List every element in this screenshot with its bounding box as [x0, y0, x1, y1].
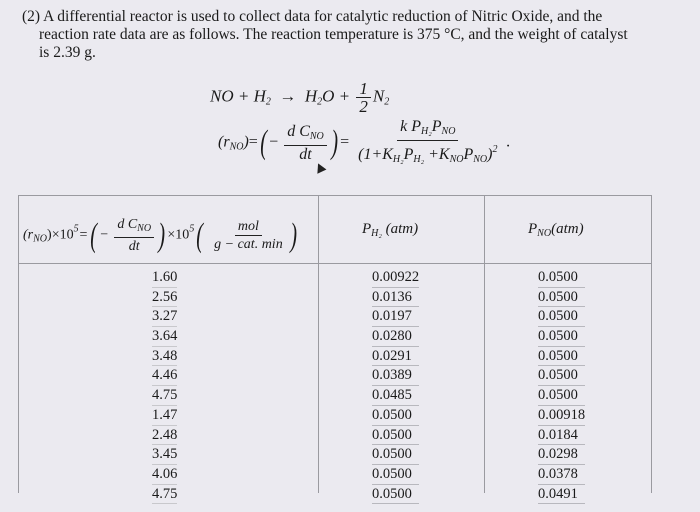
column-p-no: [538, 268, 585, 504]
table-cell: 1.47: [152, 406, 177, 426]
data-table: [18, 195, 652, 502]
table-cell: 4.06: [152, 465, 177, 485]
table-cell: 3.48: [152, 347, 177, 367]
table-cell: 0.0500: [372, 406, 419, 426]
reaction-equation: NO + $H_2 \to H_2O$ + $\frac{1}{2}$ $N_2$: [210, 79, 390, 116]
problem-line-1: (2) A differential reactor is used to collect data for catalytic reduction of Nitric Oxide, and the: [22, 8, 603, 25]
table-cell: 4.46: [152, 366, 177, 386]
column-rate: [152, 268, 177, 504]
table-cell: 0.0500: [372, 485, 419, 505]
table-cell: 0.0280: [372, 327, 419, 347]
table-cell: 3.27: [152, 307, 177, 327]
table-cell: 3.64: [152, 327, 177, 347]
rate-dc-dt: $\frac{d C_{NO}}{dt}$: [284, 123, 327, 163]
table-cell: 0.00922: [372, 268, 419, 288]
column-divider: [484, 196, 485, 493]
half-fraction: $\frac{1}{2}$: [356, 80, 371, 115]
table-cell: 0.0485: [372, 386, 419, 406]
table-cell: 0.0500: [372, 426, 419, 446]
table-cell: 0.0378: [538, 465, 585, 485]
rate-law-fraction: $\frac{k P_{H_2}P_{NO}}{(1+K_{H_2}P_{H_2} +K_{NO}P_{NO})^2}$: [358, 118, 498, 165]
table-cell: 0.0197: [372, 307, 419, 327]
table-cell: 0.0500: [538, 268, 585, 288]
table-cell: 0.0500: [538, 307, 585, 327]
table-cell: 0.0298: [538, 445, 585, 465]
header-p-no: $P_{NO}(atm)$: [528, 221, 584, 239]
table-cell: 0.0500: [538, 366, 585, 386]
rate-equation: $(r_{NO})=$( − $\frac{d C_{NO}}{dt}$ ) = $\frac{k P_{H_2}P_{NO}}{(1+K_{H_2}P_{H_2} +K_{NO}P_{NO})^2}$ .: [218, 118, 511, 168]
table-cell: 0.0500: [538, 288, 585, 308]
problem-statement: [22, 8, 682, 62]
table-cell: 0.0389: [372, 366, 419, 386]
table-cell: 0.0291: [372, 347, 419, 367]
table-cell: 0.0136: [372, 288, 419, 308]
problem-line-3: is 2.39 g.: [39, 44, 96, 61]
column-divider: [318, 196, 319, 493]
table-cell: 0.0500: [372, 465, 419, 485]
table-cell: 4.75: [152, 386, 177, 406]
table-cell: 0.0500: [538, 386, 585, 406]
header-divider: [19, 263, 651, 264]
table-cell: 4.75: [152, 485, 177, 505]
table-cell: 0.0500: [538, 327, 585, 347]
table-cell: 0.00918: [538, 406, 585, 426]
table-cell: 0.0184: [538, 426, 585, 446]
table-cell: 1.60: [152, 268, 177, 288]
column-p-h2: [372, 268, 419, 504]
table-cell: 0.0500: [538, 347, 585, 367]
table-cell: 2.56: [152, 288, 177, 308]
table-cell: 0.0500: [372, 445, 419, 465]
problem-line-2: reaction rate data are as follows. The reaction temperature is 375 °C, and the weight of catalyst: [39, 26, 628, 43]
table-cell: 2.48: [152, 426, 177, 446]
table-cell: 0.0491: [538, 485, 585, 505]
header-p-h2: $P_{H_2}$ (atm): [362, 221, 419, 239]
header-rate: $(r_{NO})\times 10^5=$( − $\frac{d C_{NO}}{dt}$ ) $\times 10^5$( $\frac{\text{mol}}{\text{g − cat. min}}$ ): [23, 216, 297, 254]
table-cell: 3.45: [152, 445, 177, 465]
